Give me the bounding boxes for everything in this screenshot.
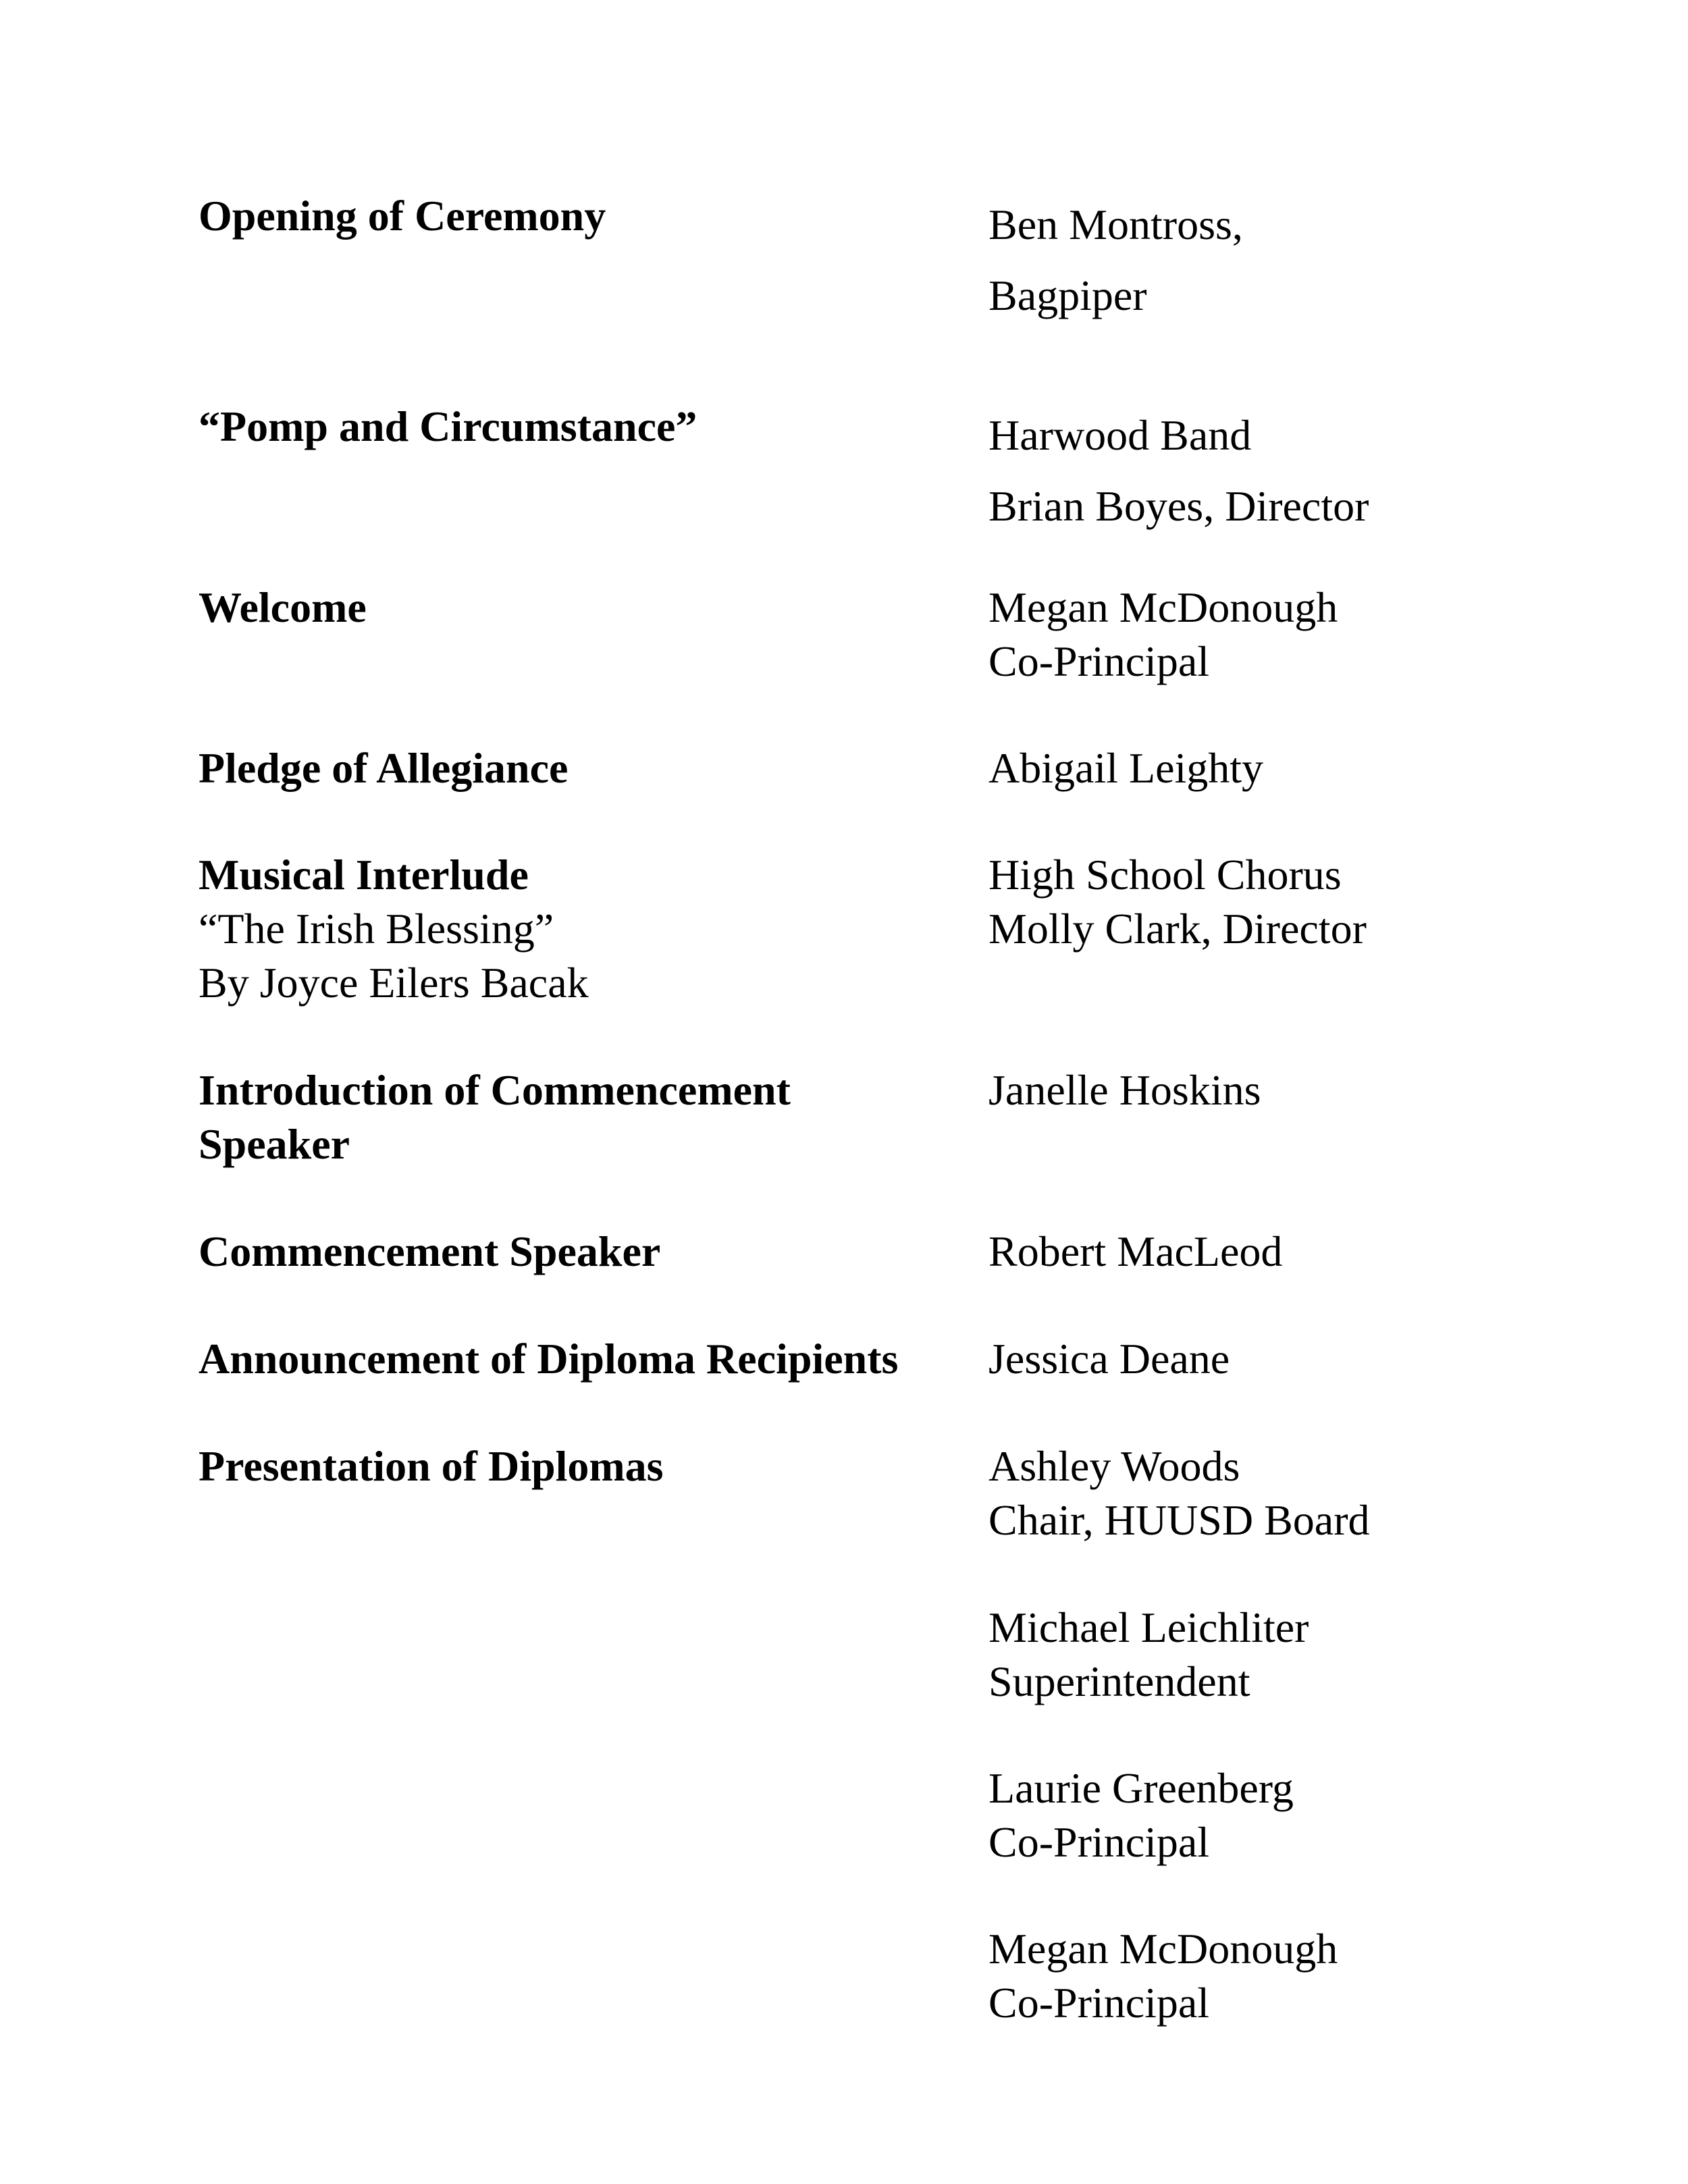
- song-composer: By Joyce Eilers Bacak: [199, 959, 589, 1007]
- entry-right: [988, 581, 1596, 689]
- presenter-name: Laurie Greenberg: [988, 1764, 1294, 1812]
- entry-left: [199, 1063, 941, 1171]
- entry-right: [988, 848, 1596, 956]
- performer-role: Bagpiper: [988, 271, 1147, 319]
- entry-right: [988, 400, 1596, 541]
- entry-right: [988, 1063, 1596, 1117]
- song-title: “The Irish Blessing”: [199, 905, 554, 953]
- entry-right: [988, 189, 1596, 331]
- entry-right: [988, 741, 1596, 795]
- entry-right: [988, 1332, 1596, 1386]
- entry-title: Announcement of Diploma Recipients: [199, 1335, 899, 1383]
- entry-left: [199, 848, 941, 1010]
- entry-title: “Pomp and Circumstance”: [199, 402, 697, 450]
- entry-left: [199, 1439, 941, 1493]
- performer-name: Ben Montross,: [988, 201, 1243, 248]
- entry-title: Commencement Speaker: [199, 1227, 661, 1275]
- performer-name: Jessica Deane: [988, 1335, 1230, 1383]
- entry-title: Musical Interlude: [199, 851, 529, 899]
- presenter-role: Superintendent: [988, 1657, 1250, 1705]
- entry-left: [199, 189, 941, 243]
- entry-right: [988, 1225, 1596, 1279]
- performer-name: Harwood Band: [988, 411, 1252, 459]
- presenter-role: Co-Principal: [988, 1818, 1210, 1866]
- performer-name: Abigail Leighty: [988, 744, 1264, 792]
- entry-right: [988, 1761, 1596, 1869]
- entry-title: Welcome: [199, 583, 367, 631]
- presenter-role: Chair, HUUSD Board: [988, 1496, 1370, 1544]
- entry-left: [199, 741, 941, 795]
- performer-role: Brian Boyes, Director: [988, 482, 1369, 530]
- performer-name: High School Chorus: [988, 851, 1342, 899]
- entry-right: [988, 1601, 1596, 1709]
- entry-right: [988, 1439, 1596, 1547]
- performer-role: Molly Clark, Director: [988, 905, 1367, 953]
- presenter-name: Ashley Woods: [988, 1442, 1240, 1490]
- performer-name: Robert MacLeod: [988, 1227, 1283, 1275]
- presenter-name: Michael Leichliter: [988, 1603, 1309, 1651]
- entry-title-line-2: Speaker: [199, 1120, 350, 1168]
- performer-name: Janelle Hoskins: [988, 1066, 1261, 1114]
- entry-left: [199, 581, 941, 635]
- entry-right: [988, 1922, 1596, 2030]
- presenter-role: Co-Principal: [988, 1979, 1210, 2027]
- entry-title: Presentation of Diplomas: [199, 1442, 664, 1490]
- entry-title-line-1: Introduction of Commencement: [199, 1066, 791, 1114]
- entry-left: [199, 400, 941, 454]
- entry-left: [199, 1225, 941, 1279]
- entry-left: [199, 1332, 941, 1386]
- entry-title: Opening of Ceremony: [199, 192, 606, 240]
- entry-title: Pledge of Allegiance: [199, 744, 569, 792]
- performer-role: Co-Principal: [988, 637, 1210, 685]
- performer-name: Megan McDonough: [988, 583, 1338, 631]
- presenter-name: Megan McDonough: [988, 1925, 1338, 1973]
